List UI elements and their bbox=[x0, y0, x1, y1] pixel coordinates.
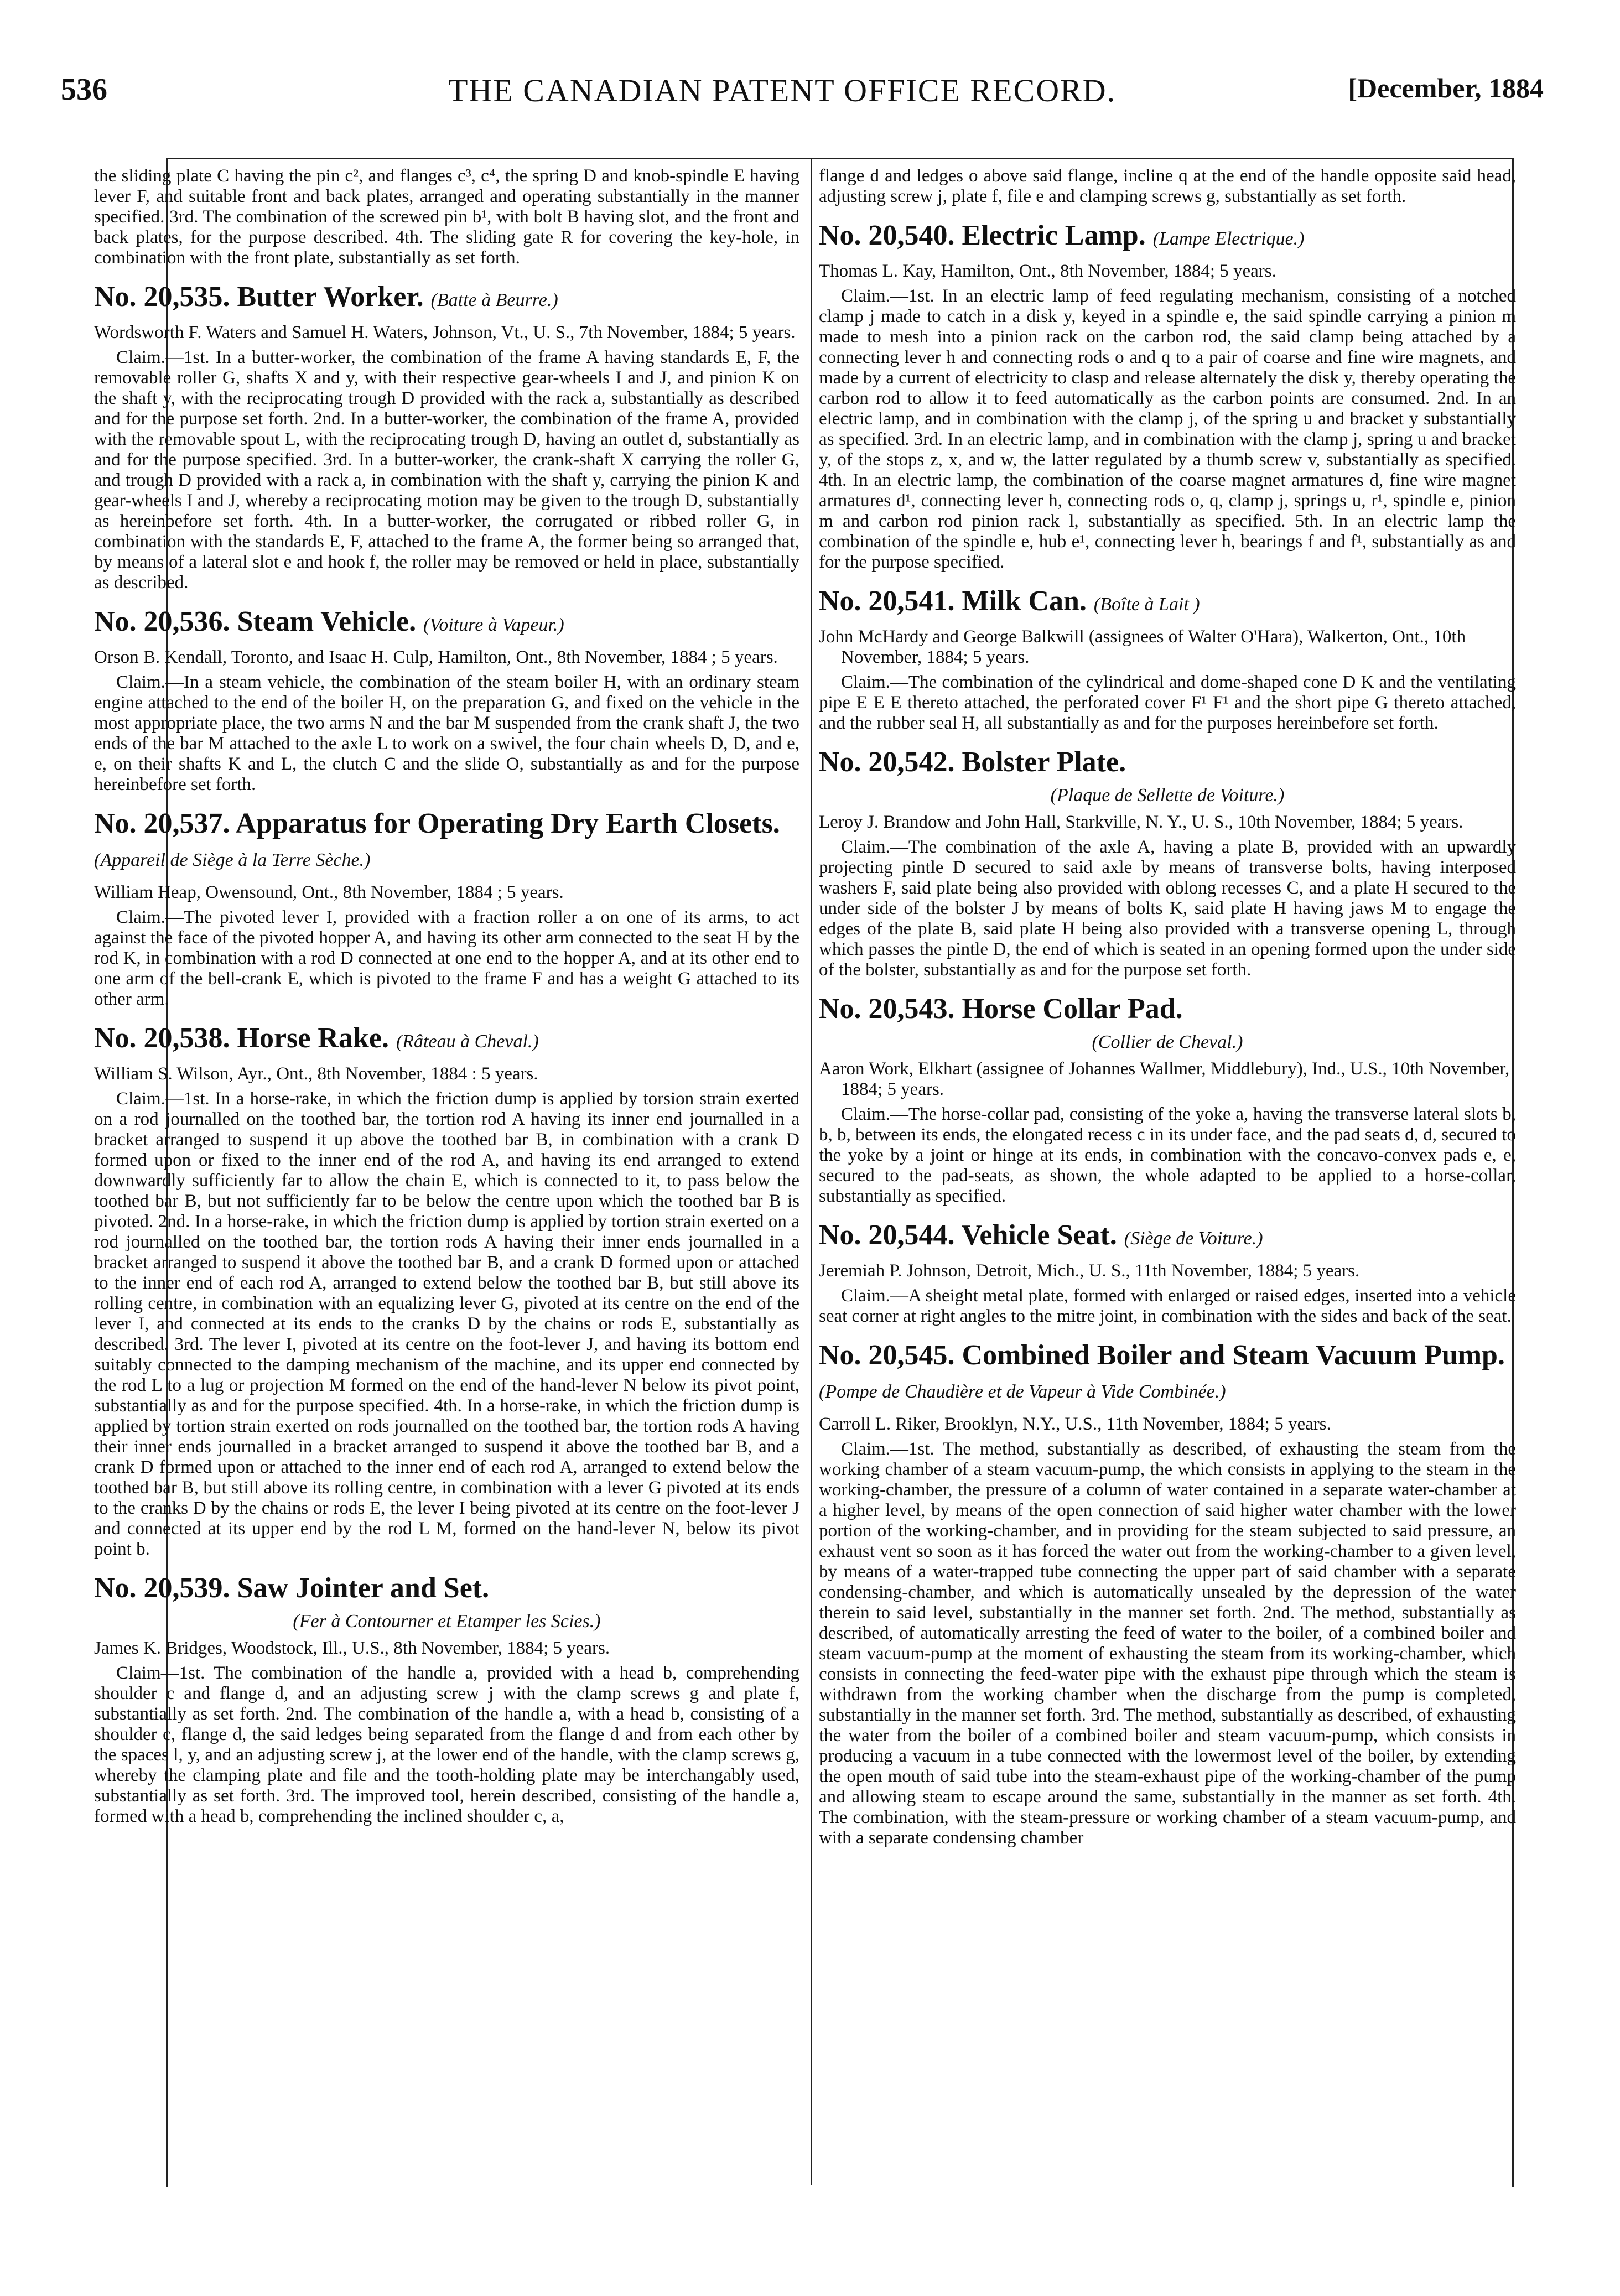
patent-inventor: Jeremiah P. Johnson, Detroit, Mich., U. S., 11th November, 1884; 5 years. bbox=[819, 1261, 1360, 1281]
patent-entry bbox=[94, 807, 799, 1010]
continuation-text: flange d and ledges o above said flange, incline q at the end of the handle opposite said head, adjusting screw j, plate f, file e and clamping screws g, substantially as set forth. bbox=[819, 166, 1516, 206]
patent-french-title: (Plaque de Sellette de Voiture.) bbox=[1050, 785, 1285, 806]
patent-inventor: James K. Bridges, Woodstock, Ill., U.S., 8th November, 1884; 5 years. bbox=[94, 1638, 610, 1658]
issue-date: [December, 1884 bbox=[1348, 72, 1544, 103]
patent-inventor: Thomas L. Kay, Hamilton, Ont., 8th November, 1884; 5 years. bbox=[819, 261, 1276, 281]
patent-claim: Claim—1st. The combination of the handle a, provided with a head b, comprehending shoulder c and flange d, and an adjusting screw j with the clamp screws g and plate f, substantially as set forth. 2nd. The combination of the handle a, with a head b, consisting of a shoulder c, flange d, the said ledges being separated from the flange d and from each other by the spaces l, y, and an adjusting screw j, at the lower end of the handle, with the clamp screws g, whereby the clamping plate and file and the tooth-holding plate may be interchangably used, substantially as set forth. 3rd. The improved tool, herein described, consisting of the handle a, formed with a head b, comprehending the inclined shoulder c, a, bbox=[94, 1663, 799, 1826]
patent-entry bbox=[94, 605, 799, 795]
patent-title: No. 20,536. Steam Vehicle. (Voiture à Vapeur.) bbox=[94, 606, 564, 637]
patent-entry bbox=[819, 219, 1516, 573]
patent-claim: Claim.—1st. In a horse-rake, in which the friction dump is applied by torsion strain exerted on a rod journalled on the toothed bar, the tortion rod A having its inner end journalled in a bracket arranged to suspend it up above the toothed bar B, in combination with a crank D formed upon or fixed to the inner end of the rod A, and having its end arranged to extend downwardly sufficiently far to allow the chain E, which is connected to it, to pass below the toothed bar B, but not sufficiently far to be below the centre upon which the toothed bar B is pivoted. 2nd. In a horse-rake, in which the friction dump is applied by tortion strain exerted on a rod journalled on the toothed bar, the tortion rods A having their inner ends journalled in a bracket arranged to suspend it above the toothed bar B, and a crank D formed upon or attached to the inner end of each rod A, arranged to extend below the toothed bar B, but still above its rolling centre, in combination with an equalizing lever G, pivoted at its centre on the end of the lever I, and connected at its ends to the cranks D by the chains or rods E, substantially as described. 3rd. The lever I, pivoted at its centre on the foot-lever J, and having its bottom end suitably connected to the damping mechanism of the machine, and its upper end connected by the rod L to a lug or projection M formed on the end of the hand-lever N below its pivot point, substantially as and for the purpose specified. 4th. In a horse-rake, in which the friction dump is applied by tortion strain exerted on rods journalled on the toothed bar, the tortion rods A having their inner ends journalled in a bracket arranged to suspend it above the toothed bar B, and a crank D formed upon or attached to the inner end of each rod A, arranged to extend below the toothed bar B, but still above its rolling centre, in combination with a lever G pivoted at its ends to the cranks D by the chains or rods E, the lever I being pivoted at its centre on the foot-lever J and connected at its upper end by the rod L M, formed on the hand-lever N, below its pivot point b. bbox=[94, 1089, 799, 1559]
patent-entry bbox=[819, 1219, 1516, 1327]
continuation-text: the sliding plate C having the pin c², and flanges c³, c⁴, the spring D and knob-spindle E having lever F, and suitable front and back plates, arranged and operating substantially in the manner specified. 3rd. The combination of the screwed pin b¹, with bolt B having slot, and the front and back plates, for the purpose described. 4th. The sliding gate R for covering the key-hole, in combination with the front plate, substantially as set forth. bbox=[94, 166, 799, 268]
patent-title: No. 20,535. Butter Worker. (Batte à Beurre.) bbox=[94, 281, 558, 313]
patent-title: No. 20,541. Milk Can. (Boîte à Lait ) bbox=[819, 585, 1200, 617]
patent-claim: Claim.—1st. In a butter-worker, the combination of the frame A having standards E, F, the removable roller G, shafts X and y, with their respective gear-wheels I and J, and pinion K on the shaft y, with the reciprocating trough D provided with the rack a, substantially as described and for the purpose set forth. 2nd. In a butter-worker, the combination of the frame A, provided with the removable spout L, with the reciprocating trough D, having an outlet d, substantially as and for the purpose specified. 3rd. In a butter-worker, the crank-shaft X carrying the roller G, and trough D provided with a rack a, in combination with the shaft y, carrying the pinion K and gear-wheels I and J, whereby a reciprocating motion may be given to the trough D, substantially as hereinbefore set forth. 4th. In a butter-worker, the corrugated or ribbed roller G, in combination with the standards E, F, attached to the frame A, the former being so arranged that, by means of a lateral slot e and hook f, the roller may be removed or held in place, substantially as described. bbox=[94, 347, 799, 593]
right-column bbox=[819, 166, 1516, 2180]
patent-inventor: Aaron Work, Elkhart (assignee of Johannes Wallmer, Middlebury), Ind., U.S., 10th November, 1884; 5 years. bbox=[819, 1059, 1510, 1099]
patent-inventor: Leroy J. Brandow and John Hall, Starkville, N. Y., U. S., 10th November, 1884; 5 years. bbox=[819, 812, 1463, 832]
patent-claim: Claim.—1st. The method, substantially as described, of exhausting the steam from the working chamber of a steam vacuum-pump, the which consists in applying to the steam in the working-chamber, the pressure of a column of water contained in a separate water-chamber at a higher level, by means of the open connection of said higher water chamber with the lower portion of the working-chamber, and in providing for the steam subjected to said pressure, an exhaust vent so soon as it has forced the water out from the working-chamber to a given level, by means of a water-trapped tube connecting the upper part of said chamber with a separate condensing-chamber, and which is automatically unsealed by the depression of the water therein to said level, substantially in the manner set forth. 2nd. The method, substantially as described, of automatically arresting the feed of water to the boiler, of a combined boiler and steam vacuum-pump at the moment of exhausting the steam from its working-chamber, which consists in connecting the feed-water pipe with the exhaust pipe through which the steam is withdrawn from the working chamber when the discharge from the pump is completed, substantially in the manner set forth. 3rd. The method, substantially as described, of exhausting the water from the boiler of a combined boiler and steam vacuum-pump, which consists in producing a vacuum in a tube connected with the lowermost level of the boiler, by extending the open mouth of said tube into the steam-exhaust pipe of the working-chamber of the pump and allowing steam to escape around the same, substantially in the manner as set forth. 4th. The combination, with the steam-pressure or working chamber of a steam vacuum-pump, and with a separate condensing chamber bbox=[819, 1439, 1516, 1848]
publication-title: THE CANADIAN PATENT OFFICE RECORD. bbox=[448, 72, 1117, 108]
patent-entry bbox=[819, 1339, 1516, 1848]
patent-inventor: Carroll L. Riker, Brooklyn, N.Y., U.S., 11th November, 1884; 5 years. bbox=[819, 1414, 1331, 1434]
patent-entry bbox=[819, 746, 1516, 980]
page-number: 536 bbox=[61, 72, 107, 107]
patent-title: No. 20,540. Electric Lamp. (Lampe Electrique.) bbox=[819, 220, 1305, 251]
patent-claim: Claim.—The combination of the cylindrical and dome-shaped cone D K and the ventilating pipe E E E thereto attached, the perforated cover F¹ F¹ and the short pipe G thereto attached, and the rubber seal H, all substantially as and for the purposes hereinbefore set forth. bbox=[819, 672, 1516, 733]
patent-entry bbox=[94, 1022, 799, 1560]
patent-claim: Claim.—In a steam vehicle, the combination of the steam boiler H, with an ordinary steam engine attached to the end of the boiler H, on the preparation G, and fixed on the vehicle in the most appropriate place, the two arms N and the bar M suspended from the crank shaft J, the two ends of the bar M attached to the axle L to work on a swivel, the four chain wheels D, D, and e, e, on their shafts K and L, the clutch C and the slide O, substantially as and for the purpose hereinbefore set forth. bbox=[94, 672, 799, 794]
patent-french-title: (Fer à Contourner et Etamper les Scies.) bbox=[293, 1611, 601, 1632]
patent-inventor: John McHardy and George Balkwill (assignees of Walter O'Hara), Walkerton, Ont., 10th November, 1884; 5 years. bbox=[819, 627, 1466, 667]
patent-claim: Claim.—The combination of the axle A, having a plate B, provided with an upwardly projecting pintle D secured to said axle by means of transverse bolts, having interposed washers F, said plate being also provided with oblong recesses C, and a plate H secured to the under side of the bolster J by means of bolts K, said plate H having jaws M to engage the edges of the plate B, said plate H being also provided with a transverse opening L, through which passes the pintle D, the end of which is seated in an opening formed upon the under side of the bolster, substantially as and for the purpose set forth. bbox=[819, 837, 1516, 980]
patent-entry bbox=[94, 1572, 799, 1827]
patent-inventor: Orson B. Kendall, Toronto, and Isaac H. Culp, Hamilton, Ont., 8th November, 1884 ; 5 years. bbox=[94, 647, 778, 667]
patent-entry bbox=[94, 280, 799, 593]
page-header bbox=[61, 72, 1544, 116]
patent-claim: Claim.—1st. In an electric lamp of feed regulating mechanism, consisting of a notched clamp j made to catch in a disk y, keyed in a spindle e, the said spindle carrying a pinion m made to mesh into a pinion rack on the carbon rod, the said clamp being attached by a connecting lever h and connecting rods o and q to a pair of coarse and fine wire magnets, and made by a current of electricity to clasp and release alternately the disk y, thereby operating the carbon rod to allow it to feed automatically as the carbon points are consumed. 2nd. In an electric lamp, and in combination with the clamp j, of the spring u and bracket y substantially as specified. 3rd. In an electric lamp, and in combination with the clamp j, spring u and bracket y, of the stops z, x, and w, the latter regulated by a thumb screw v, substantially as specified. 4th. In an electric lamp, the combination of the coarse magnet armatures d, fine wire magnet armatures d¹, connecting lever h, connecting rods o, q, clamp j, springs u, r¹, spindle e, pinion m and carbon rod pinion rack l, substantially as specified. 5th. In an electric lamp the combination of the spindle e, hub e¹, connecting lever h, bearings f and f¹, substantially as and for the purpose specified. bbox=[819, 286, 1516, 572]
column-divider bbox=[811, 158, 812, 2185]
patent-claim: Claim.—A sheight metal plate, formed with enlarged or raised edges, inserted into a vehicle seat corner at right angles to the mitre joint, in combination with the sides and back of the seat. bbox=[819, 1286, 1516, 1326]
patent-entry bbox=[819, 585, 1516, 734]
patent-inventor: William S. Wilson, Ayr., Ont., 8th November, 1884 : 5 years. bbox=[94, 1064, 538, 1084]
patent-title: No. 20,538. Horse Rake. (Râteau à Cheval.) bbox=[94, 1022, 539, 1054]
patent-title: No. 20,539. Saw Jointer and Set. bbox=[94, 1572, 490, 1604]
patent-title: No. 20,543. Horse Collar Pad. bbox=[819, 993, 1183, 1025]
patent-entry bbox=[819, 993, 1516, 1207]
patent-title: No. 20,544. Vehicle Seat. (Siège de Voiture.) bbox=[819, 1219, 1263, 1251]
patent-title: No. 20,545. Combined Boiler and Steam Vacuum Pump. (Pompe de Chaudière et de Vapeur à Vide Combinée.) bbox=[819, 1339, 1505, 1402]
patent-title: No. 20,537. Apparatus for Operating Dry Earth Closets. (Appareil de Siège à la Terre Sèche.) bbox=[94, 808, 780, 870]
patent-claim: Claim.—The pivoted lever I, provided with a fraction roller a on one of its arms, to act against the face of the pivoted hopper A, and having its other arm connected to the seat H by the rod K, in combination with a rod D connected at one end to the hopper A, and at its other end to one arm of the bell-crank E, which is pivoted to the frame F and has a weight G attached to its other arm. bbox=[94, 907, 799, 1009]
patent-inventor: Wordsworth F. Waters and Samuel H. Waters, Johnson, Vt., U. S., 7th November, 1884; 5 years. bbox=[94, 323, 796, 342]
patent-inventor: William Heap, Owensound, Ont., 8th November, 1884 ; 5 years. bbox=[94, 882, 564, 902]
patent-french-title: (Collier de Cheval.) bbox=[1092, 1032, 1243, 1052]
left-column bbox=[94, 166, 799, 2180]
patent-claim: Claim.—The horse-collar pad, consisting of the yoke a, having the transverse lateral slots b, b, b, between its ends, the elongated recess c in its under face, and the pad seats d, d, secured to the yoke by a joint or hinge at its ends, in combination with the concavo-convex pads e, e, secured to the pad-seats, as shown, the whole adapted to be applied to a horse-collar, substantially as specified. bbox=[819, 1104, 1516, 1206]
patent-title: No. 20,542. Bolster Plate. bbox=[819, 746, 1126, 778]
